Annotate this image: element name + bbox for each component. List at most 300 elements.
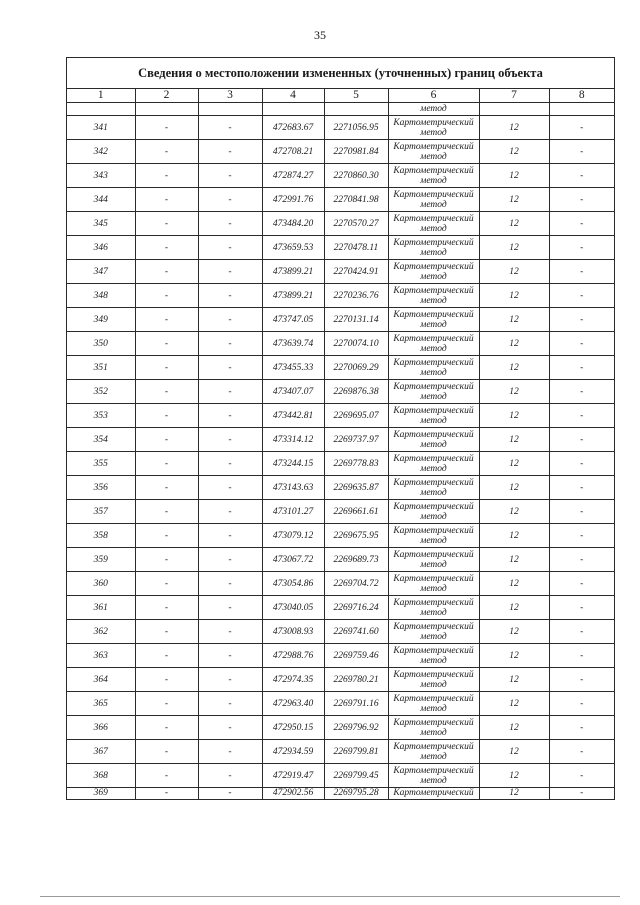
point-number: 364 <box>67 668 135 692</box>
point-number: 346 <box>67 236 135 260</box>
point-number: 349 <box>67 308 135 332</box>
coord-y: 2269795.28 <box>324 788 388 800</box>
cell-col3: - <box>198 284 262 308</box>
accuracy: 12 <box>479 692 549 716</box>
method-line-1: Картометрический <box>393 501 474 512</box>
point-number: 347 <box>67 260 135 284</box>
method-line-1: Картометрический <box>393 117 474 128</box>
coord-y: 2269635.87 <box>324 476 388 500</box>
accuracy: 12 <box>479 164 549 188</box>
method-line-2: метод <box>420 271 447 282</box>
cell-col2: - <box>135 236 198 260</box>
cell-col3: - <box>198 260 262 284</box>
column-header: 8 <box>549 89 614 103</box>
method-cell <box>388 716 479 740</box>
method-line-2: метод <box>420 679 447 690</box>
cell-col2: - <box>135 116 198 140</box>
method-line-2: метод <box>420 391 447 402</box>
method-line-1: Картометрический <box>393 621 474 632</box>
coord-x: 472708.21 <box>262 140 324 164</box>
method-line-2: метод <box>420 751 447 762</box>
method-continuation: метод <box>388 103 479 116</box>
point-number: 365 <box>67 692 135 716</box>
cell-col3: - <box>198 524 262 548</box>
cell-col3: - <box>198 428 262 452</box>
cell-col3: - <box>198 788 262 800</box>
coord-x: 473639.74 <box>262 332 324 356</box>
method-line-2: метод <box>420 295 447 306</box>
method-line-1: Картометрический <box>393 693 474 704</box>
coord-x: 472991.76 <box>262 188 324 212</box>
method-cell <box>388 116 479 140</box>
cell-col2: - <box>135 740 198 764</box>
cell-col8: - <box>549 356 614 380</box>
accuracy: 12 <box>479 596 549 620</box>
cell-col3: - <box>198 164 262 188</box>
coord-x: 473407.07 <box>262 380 324 404</box>
cell-col8: - <box>549 140 614 164</box>
accuracy: 12 <box>479 188 549 212</box>
method-line-2: метод <box>420 127 447 138</box>
coord-x: 473747.05 <box>262 308 324 332</box>
accuracy: 12 <box>479 332 549 356</box>
method-line-1: Картометрический <box>393 189 474 200</box>
cell-col3: - <box>198 356 262 380</box>
table-row <box>67 500 614 524</box>
table-row <box>67 668 614 692</box>
accuracy: 12 <box>479 524 549 548</box>
accuracy: 12 <box>479 500 549 524</box>
method-line-1: Картометрический <box>393 477 474 488</box>
point-number: 357 <box>67 500 135 524</box>
point-number: 343 <box>67 164 135 188</box>
cell-col2: - <box>135 692 198 716</box>
cell-col3: - <box>198 548 262 572</box>
coord-y: 2270069.29 <box>324 356 388 380</box>
cell-col2: - <box>135 260 198 284</box>
table-row <box>67 596 614 620</box>
coord-y: 2269704.72 <box>324 572 388 596</box>
column-header: 2 <box>135 89 198 103</box>
coord-y: 2270860.30 <box>324 164 388 188</box>
method-cell <box>388 476 479 500</box>
accuracy: 12 <box>479 620 549 644</box>
method-cell <box>388 596 479 620</box>
cell-col8: - <box>549 788 614 800</box>
method-cell <box>388 188 479 212</box>
accuracy: 12 <box>479 140 549 164</box>
table-row <box>67 356 614 380</box>
point-number: 359 <box>67 548 135 572</box>
method-cell <box>388 332 479 356</box>
accuracy: 12 <box>479 284 549 308</box>
accuracy: 12 <box>479 404 549 428</box>
table-row <box>67 620 614 644</box>
cell-col2: - <box>135 188 198 212</box>
accuracy: 12 <box>479 476 549 500</box>
cell-col8: - <box>549 308 614 332</box>
coord-x: 473899.21 <box>262 284 324 308</box>
coord-x: 472934.59 <box>262 740 324 764</box>
cell-col8: - <box>549 716 614 740</box>
method-line-1: Картометрический <box>393 717 474 728</box>
coord-y: 2269737.97 <box>324 428 388 452</box>
accuracy: 12 <box>479 668 549 692</box>
cell-col3: - <box>198 452 262 476</box>
method-line-1: Картометрический <box>393 261 474 272</box>
method-line-1: Картометрический <box>393 237 474 248</box>
coord-y: 2269791.16 <box>324 692 388 716</box>
point-number: 367 <box>67 740 135 764</box>
cell-col2: - <box>135 476 198 500</box>
method-cell <box>388 452 479 476</box>
cell-col3: - <box>198 116 262 140</box>
point-number: 351 <box>67 356 135 380</box>
accuracy: 12 <box>479 428 549 452</box>
coord-y: 2269741.60 <box>324 620 388 644</box>
method-line-1: Картометрический <box>393 357 474 368</box>
method-cell <box>388 356 479 380</box>
accuracy: 12 <box>479 380 549 404</box>
cell-col3: - <box>198 572 262 596</box>
point-number: 361 <box>67 596 135 620</box>
coord-y: 2269716.24 <box>324 596 388 620</box>
coord-x: 473054.86 <box>262 572 324 596</box>
cell-col8: - <box>549 116 614 140</box>
cell-col2: - <box>135 404 198 428</box>
table-row <box>67 260 614 284</box>
cell-col8: - <box>549 332 614 356</box>
table-row <box>67 308 614 332</box>
method-cell: Картометрический <box>388 788 479 800</box>
method-line-2: метод <box>420 487 447 498</box>
coordinates-table <box>67 89 614 800</box>
method-line-1: Картометрический <box>393 285 474 296</box>
coord-x: 472874.27 <box>262 164 324 188</box>
method-line-2: метод <box>420 607 447 618</box>
method-cell <box>388 212 479 236</box>
table-row <box>67 716 614 740</box>
table-row <box>67 476 614 500</box>
coord-y: 2269661.61 <box>324 500 388 524</box>
coord-y: 2270841.98 <box>324 188 388 212</box>
method-cell <box>388 740 479 764</box>
point-number: 358 <box>67 524 135 548</box>
table-row <box>67 380 614 404</box>
coord-x: 473899.21 <box>262 260 324 284</box>
accuracy: 12 <box>479 788 549 800</box>
coord-x: 473455.33 <box>262 356 324 380</box>
cell-col3: - <box>198 620 262 644</box>
cell-col8: - <box>549 188 614 212</box>
method-line-2: метод <box>420 415 447 426</box>
method-line-1: Картометрический <box>393 381 474 392</box>
point-number: 341 <box>67 116 135 140</box>
method-cell <box>388 428 479 452</box>
coord-x: 472902.56 <box>262 788 324 800</box>
table-row <box>67 764 614 788</box>
cell-col2: - <box>135 524 198 548</box>
coord-x: 473484.20 <box>262 212 324 236</box>
sheet-title: Сведения о местоположении измененных (уточненных) границ объекта <box>67 58 614 89</box>
accuracy: 12 <box>479 716 549 740</box>
method-cell <box>388 164 479 188</box>
table-row <box>67 692 614 716</box>
cell-col8: - <box>549 548 614 572</box>
table-row <box>67 404 614 428</box>
cell-col8: - <box>549 620 614 644</box>
cell-col8: - <box>549 428 614 452</box>
point-number: 342 <box>67 140 135 164</box>
coord-y: 2270570.27 <box>324 212 388 236</box>
column-header: 7 <box>479 89 549 103</box>
accuracy: 12 <box>479 572 549 596</box>
table-row <box>67 212 614 236</box>
coord-y: 2270236.76 <box>324 284 388 308</box>
coord-y: 2270074.10 <box>324 332 388 356</box>
cell-col3: - <box>198 740 262 764</box>
method-line-1: Картометрический <box>393 645 474 656</box>
method-line-2: метод <box>420 703 447 714</box>
coord-y: 2270981.84 <box>324 140 388 164</box>
coord-y: 2271056.95 <box>324 116 388 140</box>
cell-col2: - <box>135 548 198 572</box>
table-row <box>67 644 614 668</box>
continuation-row <box>67 103 614 116</box>
column-header: 3 <box>198 89 262 103</box>
coord-x: 473067.72 <box>262 548 324 572</box>
method-line-2: метод <box>420 559 447 570</box>
table-row <box>67 452 614 476</box>
coord-y: 2270131.14 <box>324 308 388 332</box>
coord-x: 473659.53 <box>262 236 324 260</box>
coord-x: 472950.15 <box>262 716 324 740</box>
point-number: 350 <box>67 332 135 356</box>
method-line-2: метод <box>420 199 447 210</box>
point-number: 345 <box>67 212 135 236</box>
cell-col8: - <box>549 212 614 236</box>
method-line-2: метод <box>420 151 447 162</box>
method-line-1: Картометрический <box>393 213 474 224</box>
table-row <box>67 428 614 452</box>
cell-col2: - <box>135 332 198 356</box>
point-number: 353 <box>67 404 135 428</box>
method-line-1: Картометрический <box>393 741 474 752</box>
coord-x: 473040.05 <box>262 596 324 620</box>
cell-col8: - <box>549 452 614 476</box>
cell-col2: - <box>135 452 198 476</box>
method-line-2: метод <box>420 583 447 594</box>
method-line-1: Картометрический <box>393 429 474 440</box>
coord-x: 472974.35 <box>262 668 324 692</box>
accuracy: 12 <box>479 260 549 284</box>
method-cell <box>388 260 479 284</box>
method-cell <box>388 404 479 428</box>
method-line-2: метод <box>420 535 447 546</box>
coord-y: 2269675.95 <box>324 524 388 548</box>
cell-col2: - <box>135 764 198 788</box>
method-line-1: Картометрический <box>393 453 474 464</box>
accuracy: 12 <box>479 308 549 332</box>
table-row <box>67 332 614 356</box>
point-number: 366 <box>67 716 135 740</box>
boundary-coordinates-sheet <box>66 57 615 800</box>
method-line-2: метод <box>420 463 447 474</box>
method-line-2: метод <box>420 775 447 786</box>
method-cell <box>388 644 479 668</box>
coord-x: 472919.47 <box>262 764 324 788</box>
point-number: 362 <box>67 620 135 644</box>
cell-col2: - <box>135 620 198 644</box>
coord-x: 473244.15 <box>262 452 324 476</box>
method-cell <box>388 500 479 524</box>
table-row <box>67 572 614 596</box>
table-row <box>67 116 614 140</box>
method-line-1: Картометрический <box>393 573 474 584</box>
method-line-2: метод <box>420 511 447 522</box>
method-cell <box>388 308 479 332</box>
column-header: 4 <box>262 89 324 103</box>
method-line-1: Картометрический <box>393 765 474 776</box>
method-line-2: метод <box>420 223 447 234</box>
method-line-2: метод <box>420 367 447 378</box>
coord-y: 2269759.46 <box>324 644 388 668</box>
method-line-2: метод <box>420 175 447 186</box>
method-line-1: Картометрический <box>393 405 474 416</box>
cell-col3: - <box>198 308 262 332</box>
method-line-1: Картометрический <box>393 525 474 536</box>
table-row <box>67 236 614 260</box>
cell-col8: - <box>549 260 614 284</box>
coord-y: 2269876.38 <box>324 380 388 404</box>
coord-y: 2270478.11 <box>324 236 388 260</box>
coord-x: 473442.81 <box>262 404 324 428</box>
accuracy: 12 <box>479 212 549 236</box>
accuracy: 12 <box>479 740 549 764</box>
method-line-2: метод <box>420 247 447 258</box>
cell-col3: - <box>198 644 262 668</box>
coord-x: 473314.12 <box>262 428 324 452</box>
method-cell <box>388 620 479 644</box>
cell-col8: - <box>549 524 614 548</box>
table-row <box>67 188 614 212</box>
accuracy: 12 <box>479 356 549 380</box>
method-line-1: Картометрический <box>393 309 474 320</box>
method-line-1: Картометрический <box>393 333 474 344</box>
column-number-row <box>67 89 614 103</box>
cell-col3: - <box>198 716 262 740</box>
cell-col3: - <box>198 404 262 428</box>
coord-x: 473101.27 <box>262 500 324 524</box>
method-cell <box>388 692 479 716</box>
accuracy: 12 <box>479 764 549 788</box>
point-number: 363 <box>67 644 135 668</box>
point-number: 348 <box>67 284 135 308</box>
cell-col8: - <box>549 404 614 428</box>
point-number: 360 <box>67 572 135 596</box>
coord-y: 2269799.45 <box>324 764 388 788</box>
cell-col2: - <box>135 596 198 620</box>
method-cell <box>388 236 479 260</box>
method-line-1: Картометрический <box>393 597 474 608</box>
method-cell <box>388 572 479 596</box>
coord-x: 472683.67 <box>262 116 324 140</box>
cell-col3: - <box>198 380 262 404</box>
cell-col3: - <box>198 332 262 356</box>
coord-x: 472988.76 <box>262 644 324 668</box>
method-cell <box>388 524 479 548</box>
coord-x: 473143.63 <box>262 476 324 500</box>
coord-y: 2269689.73 <box>324 548 388 572</box>
cell-col3: - <box>198 668 262 692</box>
cell-col8: - <box>549 740 614 764</box>
table-row <box>67 548 614 572</box>
method-cell <box>388 548 479 572</box>
point-number: 368 <box>67 764 135 788</box>
accuracy: 12 <box>479 236 549 260</box>
cell-col8: - <box>549 284 614 308</box>
cell-col8: - <box>549 500 614 524</box>
method-line-1: Картометрический <box>393 141 474 152</box>
method-line-1: Картометрический <box>393 669 474 680</box>
cell-col2: - <box>135 356 198 380</box>
cell-col2: - <box>135 500 198 524</box>
cell-col2: - <box>135 140 198 164</box>
point-number: 355 <box>67 452 135 476</box>
point-number: 356 <box>67 476 135 500</box>
coord-x: 473079.12 <box>262 524 324 548</box>
method-cell <box>388 380 479 404</box>
accuracy: 12 <box>479 548 549 572</box>
cell-col8: - <box>549 164 614 188</box>
cell-col3: - <box>198 476 262 500</box>
point-number: 352 <box>67 380 135 404</box>
cell-col8: - <box>549 572 614 596</box>
cell-col8: - <box>549 668 614 692</box>
cell-col8: - <box>549 380 614 404</box>
cell-col2: - <box>135 428 198 452</box>
coord-x: 473008.93 <box>262 620 324 644</box>
method-line-2: метод <box>420 319 447 330</box>
table-row <box>67 164 614 188</box>
table-row <box>67 140 614 164</box>
coord-y: 2269780.21 <box>324 668 388 692</box>
accuracy: 12 <box>479 116 549 140</box>
method-line-2: метод <box>420 727 447 738</box>
coord-y: 2269799.81 <box>324 740 388 764</box>
method-line-1: Картометрический <box>393 549 474 560</box>
column-header: 5 <box>324 89 388 103</box>
point-number: 369 <box>67 788 135 800</box>
table-row <box>67 284 614 308</box>
table-row <box>67 740 614 764</box>
cell-col3: - <box>198 212 262 236</box>
cell-col2: - <box>135 668 198 692</box>
accuracy: 12 <box>479 452 549 476</box>
cell-col2: - <box>135 716 198 740</box>
coord-y: 2269796.92 <box>324 716 388 740</box>
cell-col2: - <box>135 164 198 188</box>
cell-col3: - <box>198 596 262 620</box>
cell-col8: - <box>549 476 614 500</box>
cell-col2: - <box>135 308 198 332</box>
table-row-last <box>67 788 614 800</box>
coord-x: 472963.40 <box>262 692 324 716</box>
method-cell <box>388 140 479 164</box>
cell-col3: - <box>198 140 262 164</box>
cell-col2: - <box>135 380 198 404</box>
cell-col3: - <box>198 692 262 716</box>
